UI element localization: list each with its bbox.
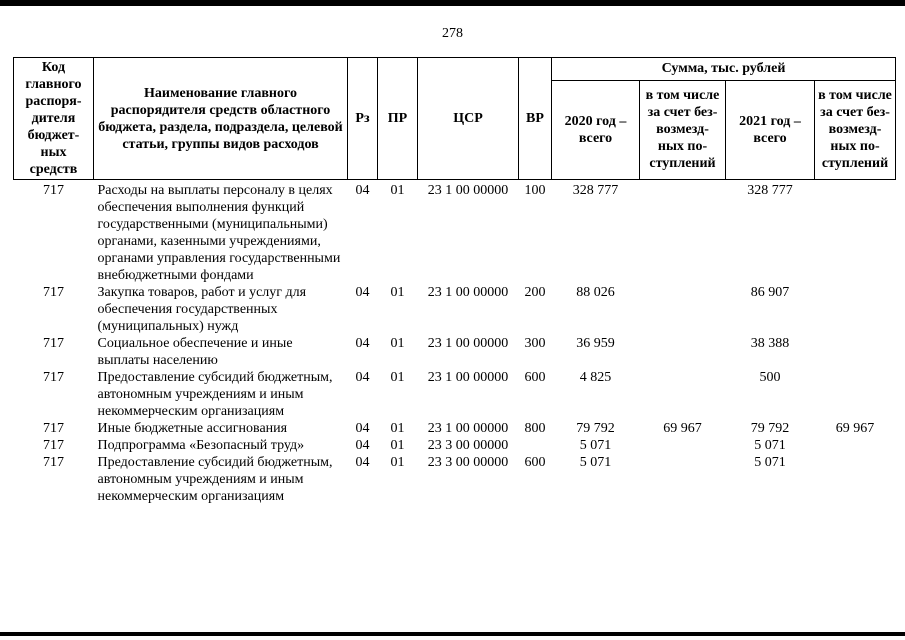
cell-2020-free — [640, 180, 726, 285]
cell-2020-free: 69 967 — [663, 421, 702, 436]
cell-vr: 600 — [524, 455, 546, 470]
cell-2020-total: 5 071 — [579, 455, 612, 470]
table-row — [14, 420, 896, 437]
table-row — [14, 454, 896, 505]
cell-2020-total: 88 026 — [576, 285, 615, 300]
cell-rz: 04 — [355, 455, 370, 470]
cell-code: 717 — [43, 370, 64, 385]
table-row — [14, 180, 896, 285]
header-2020-total: 2020 год – всего — [552, 80, 640, 179]
cell-rz: 04 — [355, 370, 370, 385]
cell-code: 717 — [43, 183, 64, 198]
header-rz: Рз — [348, 58, 378, 180]
header-csr: ЦСР — [418, 58, 519, 180]
cell-csr: 23 3 00 00000 — [427, 438, 509, 453]
table-row — [14, 437, 896, 454]
budget-table — [13, 57, 896, 505]
top-border-rule — [0, 0, 905, 6]
cell-2020-total: 79 792 — [576, 421, 615, 436]
cell-name: Расходы на выплаты персоналу в целях обеспечения выполнения функций государственными (муниципальными) органами, казенными учреждениями, органами управления государственными внебюджетными фондами — [97, 183, 341, 283]
cell-2021-free — [815, 437, 896, 454]
cell-code: 717 — [43, 336, 64, 351]
cell-csr: 23 1 00 00000 — [427, 285, 509, 300]
header-name: Наименование главного распорядителя средств областного бюджета, раздела, подраздела, целевой статьи, группы видов расходов — [94, 58, 348, 180]
table-row — [14, 284, 896, 335]
cell-pr: 01 — [390, 421, 405, 436]
cell-2021-free: 69 967 — [835, 421, 875, 436]
cell-2021-total: 5 071 — [754, 438, 786, 453]
cell-name: Закупка товаров, работ и услуг для обеспечения государственных (муниципальных) нужд — [97, 285, 307, 334]
page-number: 278 — [442, 26, 463, 41]
cell-csr: 23 1 00 00000 — [427, 370, 509, 385]
cell-pr: 01 — [390, 455, 405, 470]
bottom-border-rule — [0, 632, 905, 636]
cell-2021-total: 38 388 — [750, 336, 790, 351]
cell-vr: 800 — [524, 421, 546, 436]
header-code: Код главного распоря- дителя бюджет- ных средств — [14, 58, 94, 180]
cell-2020-total: 4 825 — [579, 370, 612, 385]
cell-2021-free — [815, 180, 896, 285]
cell-2021-free — [815, 335, 896, 369]
header-2021-free: в том числе за счет без- возмезд- ных по- ступлений — [815, 80, 896, 179]
header-pr: ПР — [378, 58, 418, 180]
header-vr: ВР — [519, 58, 552, 180]
cell-2020-free — [640, 335, 726, 369]
cell-csr: 23 1 00 00000 — [427, 336, 509, 351]
cell-name: Предоставление субсидий бюджетным, автономным учреждениям и иным некоммерческим организациям — [97, 455, 333, 504]
cell-2020-free — [640, 284, 726, 335]
cell-2021-free — [815, 369, 896, 420]
cell-pr: 01 — [390, 370, 405, 385]
cell-name: Подпрограмма «Безопасный труд» — [97, 438, 305, 453]
table-header — [14, 58, 896, 180]
cell-2020-free — [640, 437, 726, 454]
cell-pr: 01 — [390, 438, 405, 453]
table-body — [14, 180, 896, 506]
cell-2021-total: 86 907 — [750, 285, 790, 300]
cell-code: 717 — [43, 285, 64, 300]
cell-2021-total: 5 071 — [754, 455, 786, 470]
cell-name: Иные бюджетные ассигнования — [97, 421, 288, 436]
cell-vr: 600 — [524, 370, 546, 385]
cell-pr: 01 — [390, 183, 405, 198]
table-row — [14, 369, 896, 420]
cell-2021-total: 79 792 — [750, 421, 790, 436]
cell-2021-total: 328 777 — [747, 183, 793, 198]
cell-name: Предоставление субсидий бюджетным, автономным учреждениям и иным некоммерческим организациям — [97, 370, 333, 419]
cell-2021-free — [815, 284, 896, 335]
cell-rz: 04 — [355, 438, 370, 453]
header-sum-group: Сумма, тыс. рублей — [552, 58, 896, 81]
cell-2021-free — [815, 454, 896, 505]
cell-2021-total: 500 — [759, 370, 781, 385]
cell-vr: 100 — [524, 183, 546, 198]
cell-rz: 04 — [355, 421, 370, 436]
cell-csr: 23 1 00 00000 — [427, 421, 509, 436]
cell-2020-total: 328 777 — [572, 183, 619, 198]
cell-rz: 04 — [355, 336, 370, 351]
cell-2020-total: 5 071 — [579, 438, 612, 453]
cell-vr: 300 — [524, 336, 546, 351]
cell-name: Социальное обеспечение и иные выплаты населению — [97, 336, 293, 368]
cell-2020-free — [640, 369, 726, 420]
cell-pr: 01 — [390, 336, 405, 351]
cell-2020-total: 36 959 — [576, 336, 615, 351]
cell-code: 717 — [43, 455, 64, 470]
cell-code: 717 — [43, 421, 64, 436]
header-2020-free: в том числе за счет без- возмезд- ных по- ступлений — [640, 80, 726, 179]
cell-vr: 200 — [524, 285, 546, 300]
header-2021-total: 2021 год – всего — [726, 80, 815, 179]
cell-csr: 23 3 00 00000 — [427, 455, 509, 470]
cell-rz: 04 — [355, 183, 370, 198]
cell-vr — [519, 437, 552, 454]
cell-pr: 01 — [390, 285, 405, 300]
cell-rz: 04 — [355, 285, 370, 300]
cell-code: 717 — [43, 438, 64, 453]
table-row — [14, 335, 896, 369]
cell-csr: 23 1 00 00000 — [427, 183, 509, 198]
cell-2020-free — [640, 454, 726, 505]
